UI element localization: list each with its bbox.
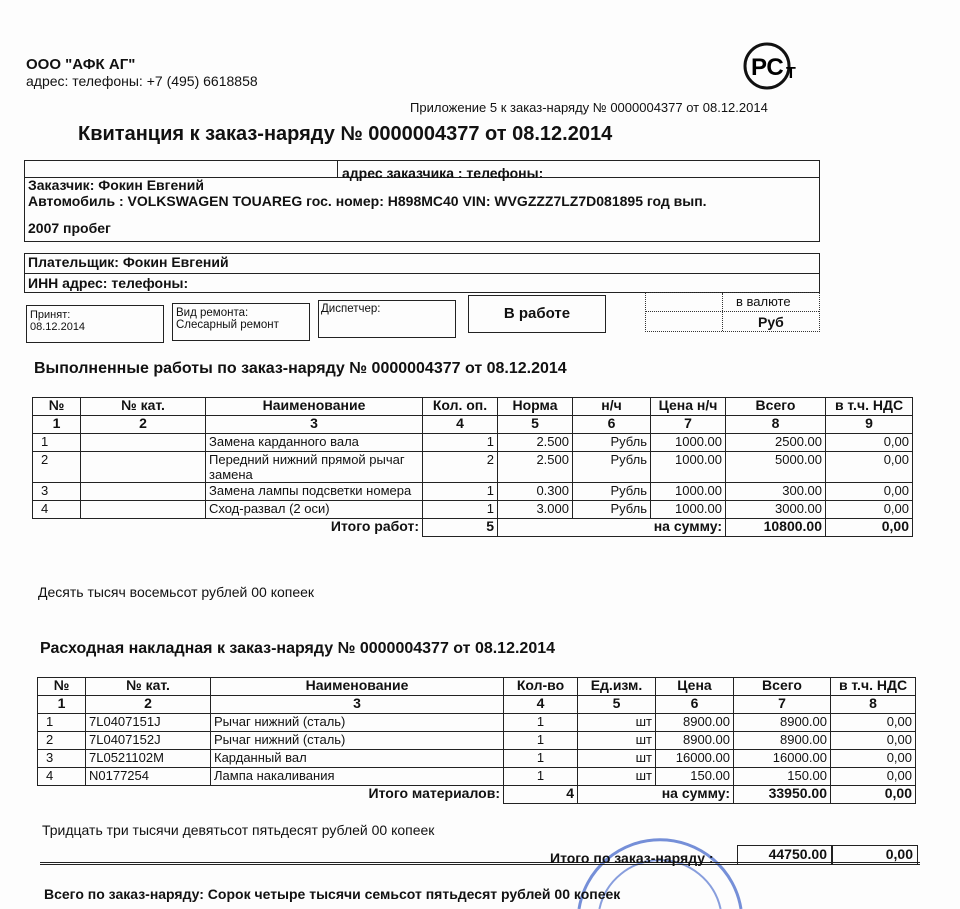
column-header: Кол-во [504,678,578,696]
table-cell: 3000.00 [726,501,826,519]
table-cell: 0,00 [826,501,913,519]
column-number: 8 [831,696,916,714]
column-header: Цена [656,678,734,696]
company-address: адрес: телефоны: +7 (495) 6618858 [26,73,258,89]
table-cell: 0,00 [826,483,913,501]
table-cell: 3 [33,483,81,501]
table-row [38,714,916,732]
table-cell: 1 [504,768,578,786]
table-row [33,452,913,483]
payer-name: Плательщик: Фокин Евгений [28,254,229,270]
table-cell [81,434,206,452]
table-cell: Замена лампы подсветки номера [206,483,423,501]
table-cell: 1000.00 [651,452,726,483]
table-cell: 1 [423,501,498,519]
grand-total-in-words: Всего по заказ-наряду: Сорок четыре тысячи семьсот пятьдесят рублей 00 копеек [44,886,621,902]
column-number: 4 [423,416,498,434]
works-table: № № кат. Наименование Кол. оп. Норма н/ч Цена н/ч Всего в т.ч. НДС 1 2 3 4 5 6 7 8 9 1 Замена карданного вала 1 2.500 Рубль 1000.00 2500.00 0,00 2 Передний нижний прямой рычаг замена 2 2.500 Рубль 1000.00 5000.00 0,00 3 Замена лампы подсветки номера 1 0.300 Рубль 1000.00 300.00 0,00 4 Сход-развал (2 оси) 1 3.000 Рубль 1000.00 3000.00 0,00 Итого работ: 5 на сумму: 10800.00 0,00 [32,397,913,537]
table-cell: 7L0407152J [86,732,211,750]
column-number: 1 [33,416,81,434]
currency-box: в валюте Руб [645,292,820,332]
car-info: Автомобиль : VOLKSWAGEN TOUAREG гос. номер: Н898МС40 VIN: WVGZZZ7LZ7D081895 год вып. [28,193,707,209]
column-header: Всего [734,678,831,696]
column-number: 3 [211,696,504,714]
page-title: Квитанция к заказ-наряду № 0000004377 от 08.12.2014 [78,123,613,145]
table-cell: 3 [38,750,86,768]
table-cell [81,452,206,483]
column-number: 7 [651,416,726,434]
repair-type-box: Вид ремонта: Слесарный ремонт [172,303,310,341]
table-cell: 5000.00 [726,452,826,483]
status-box: В работе [468,295,606,333]
table-cell: шт [578,768,656,786]
table-cell: 1 [33,434,81,452]
table-cell: 2 [423,452,498,483]
column-header: № [33,398,81,416]
table-cell: 1000.00 [651,483,726,501]
table-cell: 16000.00 [656,750,734,768]
materials-table: № № кат. Наименование Кол-во Ед.изм. Цена Всего в т.ч. НДС 1 2 3 4 5 6 7 8 1 7L0407151J Рычаг нижний (сталь) 1 шт 8900.00 8900.00 0,00 2 7L0407152J Рычаг нижний (сталь) 1 шт 8900.00 8900.00 0,00 3 7L0521102M Карданный вал 1 шт 16000.00 16000.00 0,00 4 N0177254 Лампа накаливания 1 шт 150.00 150.00 0,00 Итого материалов: 4 на сумму: 33950.00 0,00 [37,677,916,804]
column-header: Цена н/ч [651,398,726,416]
table-cell: N0177254 [86,768,211,786]
column-header: Норма [498,398,573,416]
table-cell: Рубль [573,434,651,452]
rst-logo-icon [742,40,800,92]
column-header: № [38,678,86,696]
table-cell: 8900.00 [734,732,831,750]
table-row [38,732,916,750]
column-number: 9 [826,416,913,434]
table-cell: 1000.00 [651,501,726,519]
company-name: ООО "АФК АГ" [26,56,136,73]
table-cell: шт [578,732,656,750]
table-cell: 7L0407151J [86,714,211,732]
column-number: 2 [81,416,206,434]
table-cell: Рычаг нижний (сталь) [211,714,504,732]
table-row [33,483,913,501]
table-cell: 16000.00 [734,750,831,768]
column-header: в т.ч. НДС [831,678,916,696]
table-cell [81,501,206,519]
table-cell: 1 [504,750,578,768]
grand-total-vat: 0,00 [832,845,918,865]
table-cell: 1 [423,483,498,501]
table-cell: 8900.00 [656,714,734,732]
table-cell: 1 [423,434,498,452]
column-number: 2 [86,696,211,714]
table-cell: Сход-развал (2 оси) [206,501,423,519]
column-header: № кат. [86,678,211,696]
table-cell: 150.00 [734,768,831,786]
table-cell: 7L0521102M [86,750,211,768]
works-sum-in-words: Десять тысяч восемьсот рублей 00 копеек [38,584,315,600]
table-cell: Передний нижний прямой рычаг замена [206,452,423,483]
column-number: 4 [504,696,578,714]
table-cell: 1 [504,714,578,732]
table-cell: 0,00 [831,714,916,732]
column-number: 1 [38,696,86,714]
column-header: н/ч [573,398,651,416]
table-cell: Замена карданного вала [206,434,423,452]
table-row [38,750,916,768]
column-number: 5 [498,416,573,434]
table-cell: Рычаг нижний (сталь) [211,732,504,750]
table-row [38,768,916,786]
table-cell: 2.500 [498,452,573,483]
table-cell: 0.300 [498,483,573,501]
customer-name: Заказчик: Фокин Евгений [28,177,204,193]
table-cell: 1000.00 [651,434,726,452]
table-cell: 2.500 [498,434,573,452]
column-header: Наименование [206,398,423,416]
column-number: 8 [726,416,826,434]
table-cell: 2500.00 [726,434,826,452]
table-row [33,501,913,519]
svg-text:Т: Т [786,65,796,82]
table-cell: 4 [33,501,81,519]
table-cell: 1 [38,714,86,732]
table-cell: 0,00 [826,452,913,483]
table-cell: 8900.00 [734,714,831,732]
table-cell: Рубль [573,501,651,519]
table-cell: 3.000 [498,501,573,519]
table-cell: Рубль [573,452,651,483]
car-info-2: 2007 пробег [28,220,111,236]
table-cell: 1 [504,732,578,750]
table-cell: 2 [38,732,86,750]
table-cell: Рубль [573,483,651,501]
column-header: Ед.изм. [578,678,656,696]
column-number: 3 [206,416,423,434]
table-cell: 4 [38,768,86,786]
grand-total-sum: 44750.00 [737,845,832,865]
appendix-note: Приложение 5 к заказ-наряду № 0000004377 от 08.12.2014 [410,100,768,115]
grand-total-label: Итого по заказ-наряду : [550,850,714,866]
column-header: Всего [726,398,826,416]
column-number: 7 [734,696,831,714]
table-cell: Лампа накаливания [211,768,504,786]
dispatcher-box: Диспетчер: [318,300,456,338]
column-number: 6 [573,416,651,434]
table-cell: 2 [33,452,81,483]
customer-address: адрес заказчика : телефоны: [342,165,544,181]
table-cell: 0,00 [831,768,916,786]
table-cell [81,483,206,501]
works-title: Выполненные работы по заказ-наряду № 0000004377 от 08.12.2014 [34,360,567,377]
table-cell: 300.00 [726,483,826,501]
column-header: Наименование [211,678,504,696]
table-cell: 0,00 [826,434,913,452]
materials-sum-in-words: Тридцать три тысячи девятьсот пятьдесят рублей 00 копеек [42,822,435,838]
table-row [33,434,913,452]
table-cell: 8900.00 [656,732,734,750]
table-cell: шт [578,750,656,768]
accepted-box: Принят: 08.12.2014 [26,305,164,343]
column-number: 5 [578,696,656,714]
payer-inn: ИНН адрес: телефоны: [28,275,189,291]
column-number: 6 [656,696,734,714]
table-cell: Карданный вал [211,750,504,768]
column-header: в т.ч. НДС [826,398,913,416]
column-header: Кол. оп. [423,398,498,416]
table-cell: 0,00 [831,732,916,750]
table-cell: шт [578,714,656,732]
svg-text:РС: РС [751,54,784,81]
column-header: № кат. [81,398,206,416]
materials-title: Расходная накладная к заказ-наряду № 0000004377 от 08.12.2014 [40,640,556,657]
table-cell: 150.00 [656,768,734,786]
table-cell: 0,00 [831,750,916,768]
